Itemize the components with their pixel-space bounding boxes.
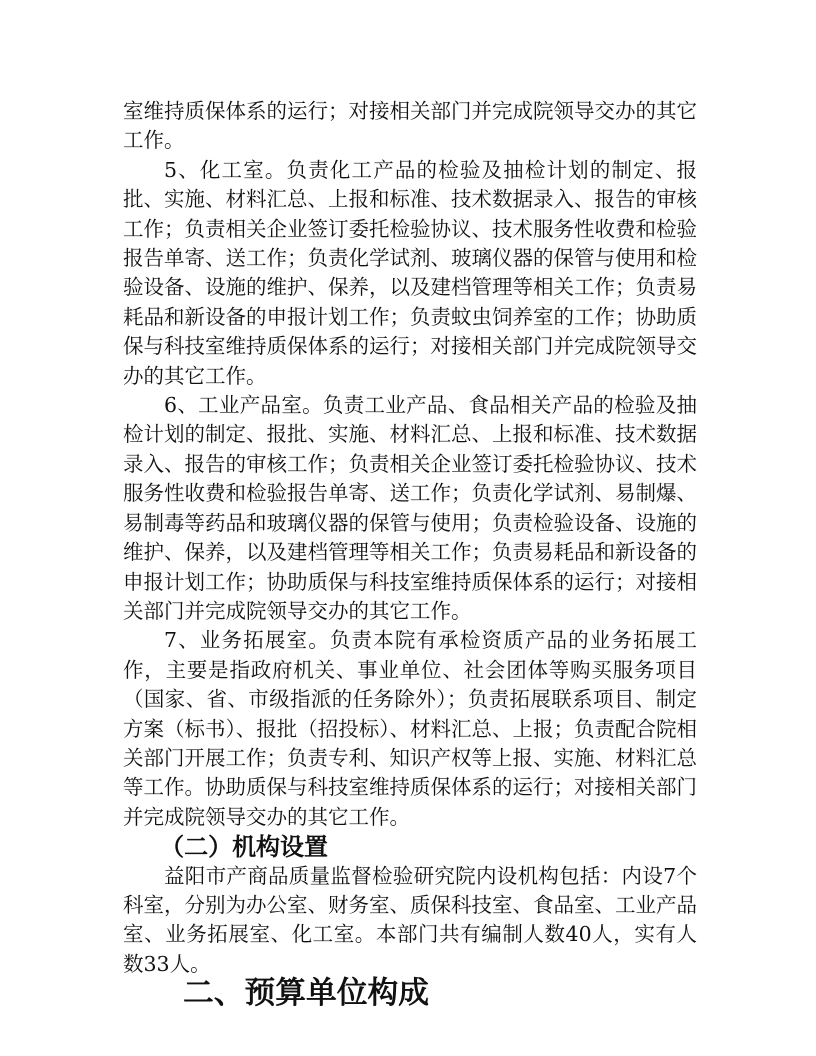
paragraph-chemical-lab: 5、化工室。负责化工产品的检验及抽检计划的制定、报批、实施、材料汇总、上报和标准、技术数据录入、报告的审核工作；负责相关企业签订委托检验协议、技术服务性收费和检验报告单寄、送工作；负责化学试剂、玻璃仪器的保管与使用和检验设备、设施的维护、保养，以及建档管理等相关工作；负责易耗品和新设备的申报计划工作；负责蚊虫饲养室的工作；协助质保与科技室维持质保体系的运行；对接相关部门并完成院领导交办的其它工作。 xyxy=(123,157,697,388)
paragraph-org-setup: 益阳市产商品质量监督检验研究院内设机构包括：内设7个科室，分别为办公室、财务室、质保科技室、食品室、工业产品室、业务拓展室、化工室。本部门共有编制人数40人，实有人数33人。 xyxy=(123,863,697,976)
paragraph-industrial-products-lab: 6、工业产品室。负责工业产品、食品相关产品的检验及抽检计划的制定、报批、实施、材料汇总、上报和标准、技术数据录入、报告的审核工作；负责相关企业签订委托检验协议、技术服务性收费和检验报告单寄、送工作；负责化学试剂、易制爆、易制毒等药品和玻璃仪器的保管与使用；负责检验设备、设施的维护、保养，以及建档管理等相关工作；负责易耗品和新设备的申报计划工作；协助质保与科技室维持质保体系的运行；对接相关部门并完成院领导交办的其它工作。 xyxy=(123,393,697,623)
paragraph-continuation: 室维持质保体系的运行；对接相关部门并完成院领导交办的其它工作。 xyxy=(123,99,697,153)
heading-org-setup: （二）机构设置 xyxy=(160,832,328,862)
heading-budget-units: 二、预算单位构成 xyxy=(182,975,429,1012)
document-page xyxy=(123,97,697,1012)
paragraph-business-expansion-office: 7、业务拓展室。负责本院有承检资质产品的业务拓展工作，主要是指政府机关、事业单位、社会团体等购买服务项目（国家、省、市级指派的任务除外）；负责拓展联系项目、制定方案（标书）、报批（招投标）、材料汇总、上报；负责配合院相关部门开展工作；负责专利、知识产权等上报、实施、材料汇总等工作。协助质保与科技室维持质保体系的运行；对接相关部门并完成院领导交办的其它工作。 xyxy=(123,628,697,829)
